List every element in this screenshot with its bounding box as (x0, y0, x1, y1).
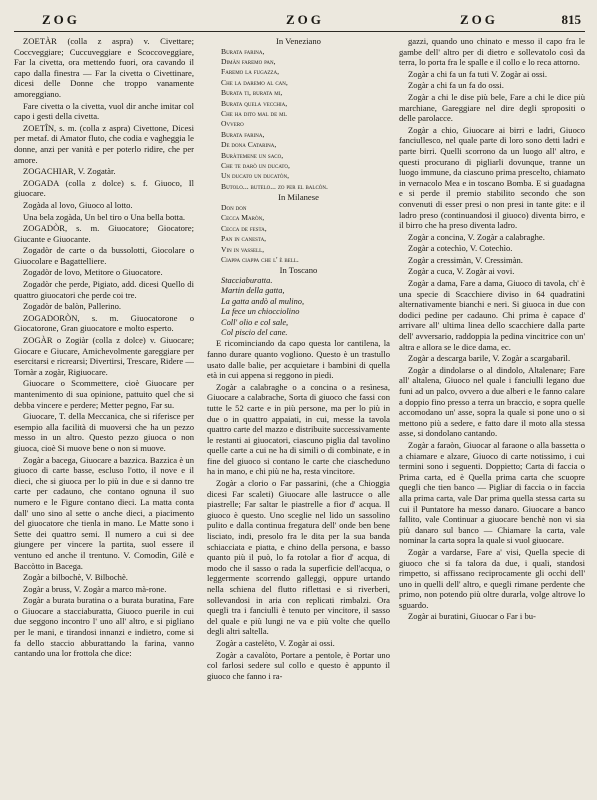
middle-paragraphs (207, 338, 390, 681)
verse-line: Cecca de festa, (221, 223, 267, 233)
verse-line: Ovvero (221, 119, 244, 129)
entry-paragraph: ZOGACHIAR, V. Zogatàr. (23, 166, 116, 177)
milanese-verse (207, 203, 390, 265)
header-middle: ZOG (286, 12, 324, 27)
entry-paragraph: Zogàr a faraòn, Giuocar al faraone o alla bassetta o a chiamare e alzare, Giuoco di carte notissimo, i cui termini sono i seguenti. Doppietto; Carta di faccia o Prima carta, ed è Quella prima carta che scuopre quegli che tien banco — Pigliar di faccia o in faccia alla prima carta, vale Dar prima quella stessa carta su cui il Puntatore ha messo danaro. Giuocare a banco fallito, vale Continuar a giuocare benchè non vi sia più danaro sul banco — Chiamare la carta, vale nominar la carta sopra la quale si vuol giuocare. (399, 439, 585, 546)
verse-line: Burata farina, (221, 46, 265, 56)
column-left (14, 36, 194, 794)
entry-paragraph: Zogàda al lovo, Giuoco al lotto. (23, 199, 133, 210)
verse-line: Dimàn faremo pan, (221, 57, 276, 66)
entry-paragraph: Zogàr a calabraghe o a concina o a resìnesa, Giuocare a calabrache, Sorta di giuoco che fassi con tutte le 52 carte e in più persone, ma per lo più in due o in quattro appaiati, in cui, messe la tavola quattro carte del mazzo e distribuite successivamente le restanti ai giuocatori, ciascuno piglia dal tavolino quelle carte a cui ne ha di simili o di combinate, e in fine del giuoco si contano le carte che ciascheduno ha in mano, e chi più ne ha, resta vincitore. (207, 381, 390, 477)
entry-paragraph: Zogadòr de lovo, Metitore o Giuocatore. (23, 267, 163, 278)
verse-line: Pan in canesta, (221, 234, 267, 244)
header-rule (14, 31, 585, 32)
entry-paragraph: Zogàr a clorio o Far passarini, (che a Chioggia dicesi Far scaleti) Giuocare alle lastrucce o alle piastrelle; Far saltar le piastrelle a fior d' acqua. Il giuoco è questo. Uno sceglie nel lido un sassolino pulito e dalla continua fregatura dell' onde ben bene lisciato, indi, presolo fra le dita per la sua banda schiacciata e piatta, e chino della persona, e basso quanto più il può, lo fa rotolar a fior d' acqua, di modo che il sasso o rada la superficie dell'acqua, o leggermente scorrendo galleggi, oppure urtando nella schiena del flutto riflettasi e si riverberi, sollevandosi in aria con replicati rimbalzi. Ora quegli tra i fanciulli è tenuto per vincitore, il sasso del quale e più lungi ne va e più volte che quello degli altri saltella. (207, 478, 390, 637)
entry-paragraph: Zogàr a vardarse, Fare a' visi, Quella specie di giuoco che si fa talora da due, i quali, standosi rimpetto, si affissano reciprocamente gli occhi dell' uno in quelli dell' altro, e quegli rimane perdente che primo, non potendo più oltre durarla, volge altrove lo sguardo. (399, 546, 585, 610)
entry-paragraph: ZOGADA (colla z dolce) s. f. Giuoco, Il giuocare. (14, 177, 194, 199)
entry-paragraph: ZOETÀR (colla z aspra) v. Civettare; Coccveggiare; Cuccuveggiare e Scoccoveggiare, Far la civetta, ora mettendo fuori, ora cavando il capo dalla finestra — Far la civetta o Civettinare, dicesi delle Donne che troppo vanamente amoreggiano. (14, 36, 194, 99)
entry-paragraph: Zogàr ai buratini, Giuocar o Far i bu- (408, 611, 536, 622)
tuscan-heading: In Toscano (279, 265, 318, 276)
column-middle (207, 36, 390, 794)
tuscan-verse (207, 276, 390, 338)
verse-line: Che ha dito mal de mi. (221, 109, 288, 119)
verse-line: De dona Catarina, (221, 140, 277, 150)
verse-line: Butolo... butelo... zo per el balcòn. (221, 181, 328, 191)
entry-paragraph: Zogàr a concina, V. Zogàr a calabraghe. (408, 231, 545, 242)
entry-paragraph: ZOGADORÒN, s. m. Giuocatorone o Giocatorone, Gran giuocatore e molto esperto. (14, 312, 194, 334)
entry-paragraph: Zogàr a dindolarse o al dindolo, Altalenare; Fare all' altalena, Giuoco nel quale i fanciulli legano due funi ad un palco, ovvero a due alberi e le fanno calare a doppio fino presso a terra un braccio, e sopra quelle accomodano un' asse, sopra la quale si pone uno o si mettono più a sedere, e fatto dare il moto alla stessa asse, si dondolano cantando. (399, 364, 585, 439)
entry-paragraph: Giuocare o Scommettere, cioè Giuocare per mantenimento di sua opinione, pattuito quel che si debba vincere e perdere; Metter pegno, Far su. (14, 378, 194, 410)
verse-line: Col piscio del cane. (221, 327, 288, 337)
milanese-heading: In Milanese (278, 192, 319, 203)
entry-paragraph: Zogàr a bacega, Giuocare a bazzica. Bazzica è un giuoco di carte basse, escluso l'otto, il nove e il dieci, che si giuoca per lo più in due e si danno tre carte per cadauno, che contano ognuna il suo numero e le Figure contano dieci. La matta conta dall' uno sino al sette o anche dieci, a piacimento del giuocatore che tienla in mano. Le Matte sono i Sette dei quattro semi. Il numero a cui si dee giungere per vincere la partita, suol essere il ventuno ed anche il trentuno. V. Comodìn, Gilè e Baccòtto in Bacega. (14, 454, 194, 571)
verse-line: Ciappa ciappa che l' è bell. (221, 254, 299, 264)
entry-paragraph: Zogàr a castelèto, V. Zogàr ai ossi. (216, 637, 335, 648)
verse-line: Faremo la fugazza, (221, 67, 279, 77)
verse-line: Che te darò un ducato, (221, 161, 290, 171)
verse-line: Martin della gatta, (221, 286, 285, 296)
verse-line: Burata quela vecchia, (221, 98, 288, 108)
entry-paragraph: Fare civetta o la civetta, vuol dir anche imitar col capo i gesti della civetta. (14, 100, 194, 122)
column-right (399, 36, 585, 794)
entry-paragraph: Zogàr a dama, Fare a dama, Giuoco di tavola, ch' è una specie di Scacchiere diviso in 64 quadratini alternativamente bianchi e neri. Si giuoca in due con dodici pedine per cadauno. Chi prima è capace d' arrivare all' ultima linea dello scacchiere dalla parte dell' avversario, raddoppia la pedina vincitrice con un' altra e allora se le dice dama, ec. (399, 278, 585, 352)
entry-paragraph: Zogadòr de carte o da bussolotti, Giocolare o Giuocolare e Bagattelliere. (14, 245, 194, 266)
entry-paragraph: ZOETÎN, s. m. (colla z aspra) Civettone, Dicesi per metaf. di Amator fluto, che codia e vagheggia le donne, anzi per vanità e per poterlo ridire, che per amore. (14, 122, 194, 165)
verse-line: Don don (221, 202, 247, 212)
entry-paragraph: Zogàr a descarga barile, V. Zogàr a scargabarìl. (408, 353, 571, 364)
verse-line: Stacciaburatta. (221, 275, 273, 285)
venetian-heading: In Veneziano (276, 36, 321, 46)
entry-paragraph: Zogadòr de balòn, Pallerino. (23, 301, 122, 312)
verse-line: La fece un chiocciolino (221, 307, 300, 317)
entry-paragraph: Giuocare, T. della Meccanica, che si riferisce per esempio alla facilità di muoversi che ha un pezzo messo in un altro. Questo pezzo giuoca o non giuoca, cioè Si muove bene o non si muove. (14, 411, 194, 453)
page-number: 815 (561, 12, 581, 27)
entry-paragraph: Zogàr a cavalòto, Portare a pentole, è Portar uno col farlosi sedere sul collo e questo è appunto il giuoco che fanno i ra- (207, 649, 390, 681)
entry-paragraph: Zogàr a chi le dise più bele, Fare a chi le dice più marchiane, Gareggiare nel dire degli spropositi o delle parolacce. (399, 91, 585, 124)
verse-line: La gatta andò al mulino, (221, 296, 305, 306)
verse-line: Burata farina, (221, 129, 265, 139)
verse-line: Buràtemene un saco, (221, 150, 284, 160)
entry-paragraph: ZOGADÒR, s. m. Giuocatore; Giocatore; Giucante e Giuocante. (14, 223, 194, 244)
entry-paragraph: ZOGÀR o Zogiàr (colla z dolce) v. Giuocare; Giocare e Giucare, Amichevolmente gareggiare per esercitarsi e ricrearsi; Divertirsi, Trescare, Ridere — Tornàr a zogàr, Rigiuocare. (14, 335, 194, 377)
verse-line: Che la daremo al can, (221, 77, 288, 87)
running-header (12, 12, 587, 30)
entry-paragraph: Zogàr a chi fa un fa tuti V. Zogàr ai ossi. (408, 68, 548, 79)
verse-line: Un ducato un ducatòn, (221, 171, 289, 181)
entry-paragraph: Zogàr a cotechìo, V. Cotechìo. (408, 243, 513, 254)
entry-paragraph: gazzi, quando uno chinato e messo il capo fra le gambe dell' altro per di dietro e sollevatolo così da terra, lo porta fra le spalle e il collo e lo reca attorno. (399, 36, 585, 68)
entry-paragraph: Zogàr a burata buratina o a burata buratina, Fare o Giuocare a stacciaburatta, Giuoco puerile in cui due seggono incontro l' uno all' altro, e si pigliano per le mani, e tirandosi innanzi e indietro, come si fa dello staccio abburattando la farina, vanno cantando una lor frottola che dice: (14, 595, 194, 659)
entry-paragraph: Zogàr a cressimàn, V. Cressimàn. (408, 254, 523, 265)
entry-paragraph: Una bela zogàda, Un bel tiro o Una bella botta. (23, 211, 186, 222)
verse-line: Cecca Maròn, (221, 213, 265, 223)
header-left: ZOG (42, 12, 80, 27)
verse-line: Vin in vassell, (221, 244, 265, 254)
verse-line: Burata ti, burata mi, (221, 88, 283, 98)
entry-paragraph: Zogadòr che perde, Pigiato, add. dicesi Quello di quattro giuocatori che perde coi tre. (14, 279, 194, 300)
entry-paragraph: Zogàr a bruss, V. Zogàr a marco mà-rone. (23, 583, 167, 594)
verse-line: Coll' olio e col sale, (221, 317, 289, 327)
venetian-verse (207, 47, 390, 193)
entry-paragraph: E ricominciando da capo questa lor cantilena, la fanno durare quanto vogliono. Questo è un trastullo usato dalle balie, per acquietare i bambini di quella età in cui appena si reggono in piedi. (207, 338, 390, 381)
entry-paragraph: Zogàr a chi fa un fa do ossi. (408, 80, 504, 91)
entry-paragraph: Zogàr a cuca, V. Zogàr ai vovi. (408, 266, 515, 277)
entry-paragraph: Zogàr a chio, Giuocare ai birri e ladri, Giuoco fanciullesco, nel quale parte di loro sono detti ladri e parte birri. Quelli scorrono da un luogo all' altro, e questi procurano di pigliarli dovunque, tranne un luogo immune, da ciascuno prima prescelto, chiamato in vernacolo Mea e in toscano Bomba. E si guadagna e si perde il premio stabilito secondo che son convenuti di esser presi o non presi in tante gite: e il ladro preso (continuandosi il giuoco) diventa birro, e il birro che ha preso diventa ladro. (399, 124, 585, 231)
header-right: ZOG (460, 12, 498, 27)
entry-paragraph: Zogàr a bilbochè, V. Bilbochè. (23, 572, 128, 583)
